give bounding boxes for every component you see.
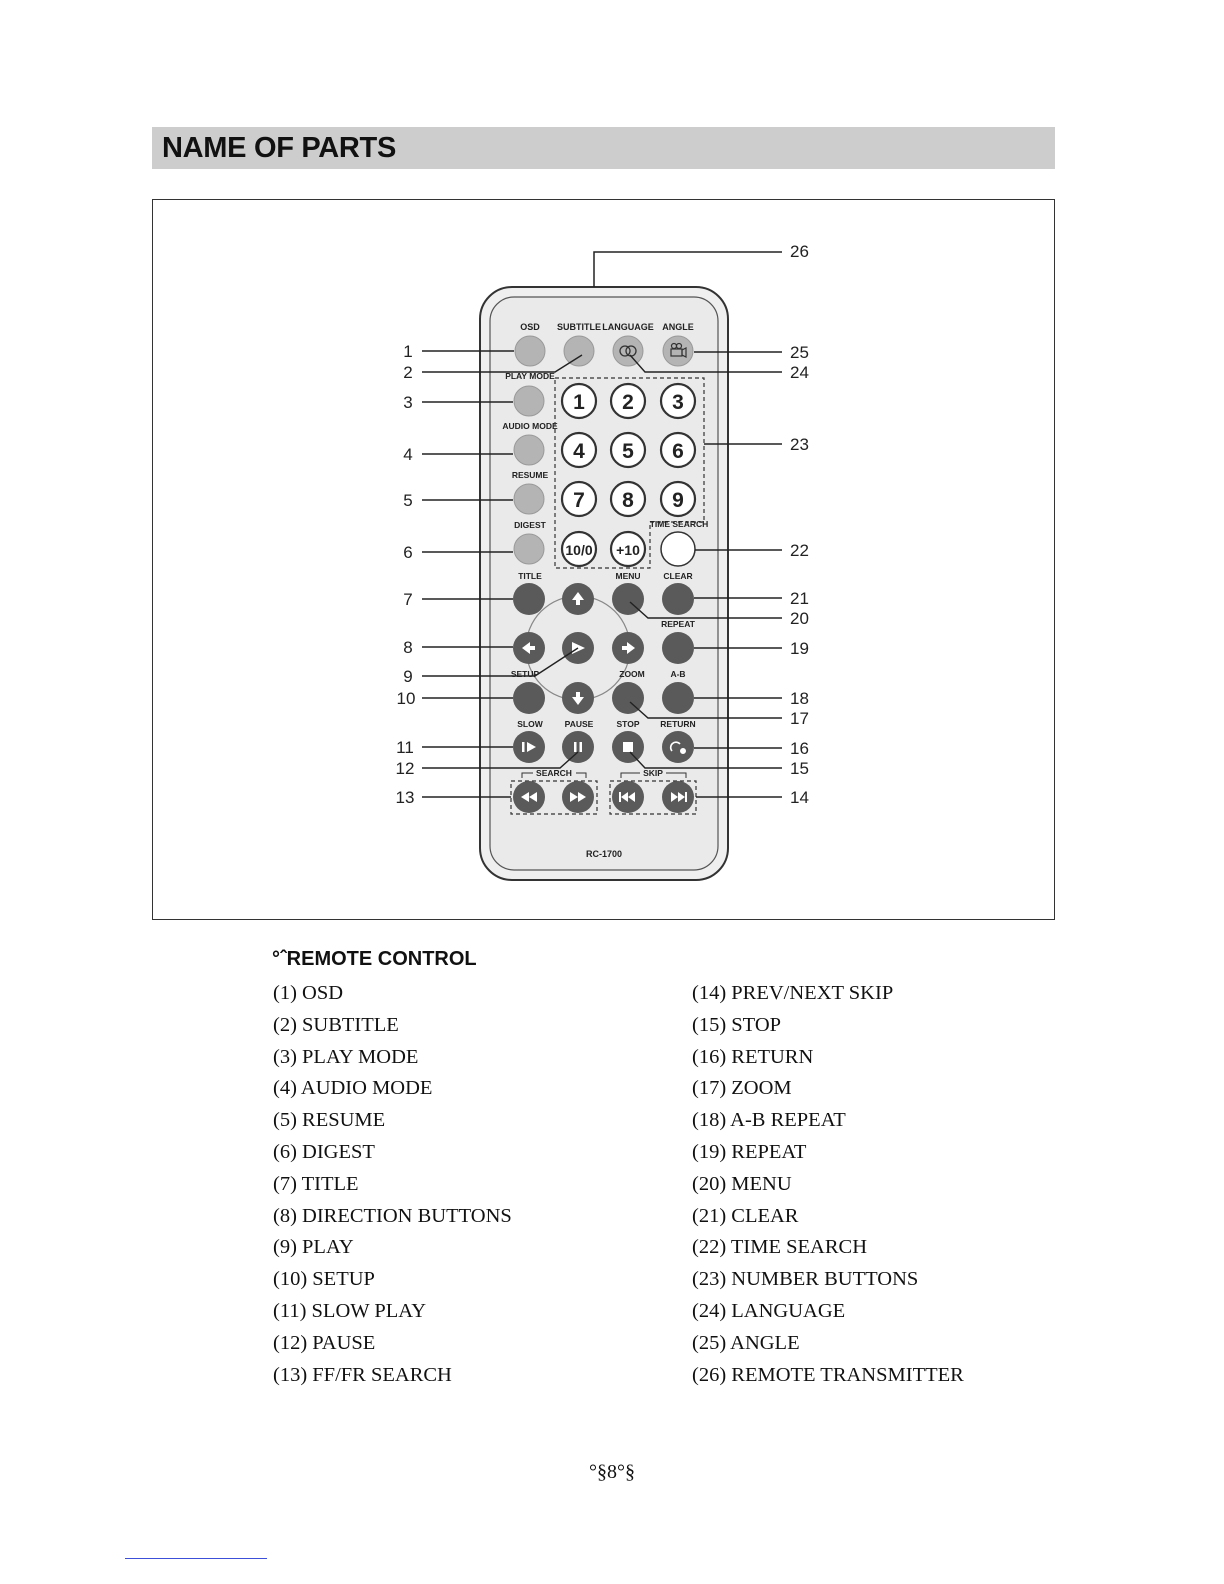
callout-7: 7 [403,590,413,609]
pause-label: PAUSE [564,719,594,729]
callout-14: 14 [790,788,809,807]
svg-text:8: 8 [622,489,634,512]
parts-list-heading: °ˆREMOTE CONTROL [272,948,477,970]
number-key-4 [562,433,596,467]
skip-label: SKIP [643,768,663,778]
svg-text:+10: +10 [616,542,640,558]
clear-label: CLEAR [663,571,693,581]
angle-button [663,336,693,366]
callout-20: 20 [790,609,809,628]
callout-1: 1 [403,342,413,361]
svg-text:10/0: 10/0 [565,542,593,558]
callout-22: 22 [790,541,809,560]
parts-list-left [273,980,512,1393]
callout-25: 25 [790,343,809,362]
number-key-3 [661,384,695,418]
repeat-button [662,632,694,664]
angle-label: ANGLE [662,322,694,332]
number-key-10-0 [562,532,596,566]
list-item: (3) PLAY MODE [273,1045,419,1068]
number-key-9 [661,482,695,516]
time-search-label: TIME SEARCH [649,519,709,529]
repeat-label: REPEAT [661,619,695,629]
menu-label: MENU [615,571,641,581]
number-key-5 [611,433,645,467]
callout-17: 17 [790,709,809,728]
osd-button [515,336,545,366]
list-item: (12) PAUSE [273,1331,376,1354]
number-key-7 [562,482,596,516]
callout-2: 2 [403,363,413,382]
number-key-2 [611,384,645,418]
list-item: (18) A-B REPEAT [692,1109,846,1132]
list-item: (17) ZOOM [692,1077,792,1100]
list-item: (4) AUDIO MODE [273,1077,433,1100]
number-key-plus-10 [611,532,645,566]
callout-12: 12 [395,759,415,778]
callout-6: 6 [403,543,413,562]
list-item: (8) DIRECTION BUTTONS [273,1204,512,1227]
callout-26: 26 [790,242,809,261]
page-title: NAME OF PARTS [162,132,397,164]
digest-label: DIGEST [514,520,546,530]
setup-label: SETUP [510,669,540,679]
return-button [662,731,694,763]
a-b-button [662,682,694,714]
list-item: (15) STOP [692,1013,782,1036]
title-label: TITLE [518,571,542,581]
callout-4: 4 [403,445,413,464]
callout-18: 18 [790,689,809,708]
list-item: (23) NUMBER BUTTONS [692,1268,919,1291]
list-item: (16) RETURN [692,1045,814,1068]
slow-label: SLOW [517,719,543,729]
pause-button [562,731,594,763]
list-item: (6) DIGEST [273,1140,375,1163]
subtitle-button [564,336,594,366]
svg-text:5: 5 [622,440,634,463]
play-mode-button [514,386,544,416]
list-item: (20) MENU [692,1172,792,1195]
number-key-6 [661,433,695,467]
list-item: (21) CLEAR [692,1204,799,1227]
audio-mode-label: AUDIO MODE [502,421,558,431]
svg-text:9: 9 [672,489,684,512]
zoom-label: ZOOM [619,669,645,679]
clear-button [662,583,694,615]
language-button [613,336,643,366]
callout-9: 9 [403,667,413,686]
list-item: (25) ANGLE [692,1331,800,1354]
a-b-label: A-B [670,669,686,679]
callout-21: 21 [790,589,809,608]
callout-5: 5 [403,491,413,510]
model-label: RC-1700 [585,849,623,859]
list-item: (14) PREV/NEXT SKIP [692,982,894,1004]
list-item: (11) SLOW PLAY [273,1299,426,1322]
list-item: (19) REPEAT [692,1140,807,1163]
callout-23: 23 [790,435,809,454]
list-item: (22) TIME SEARCH [692,1236,868,1259]
svg-text:2: 2 [622,391,634,414]
callout-8: 8 [403,638,413,657]
callout-11: 11 [396,738,414,757]
list-item: (7) TITLE [273,1172,359,1195]
number-key-8 [611,482,645,516]
footer-divider [125,1558,267,1559]
callout-10: 10 [396,689,416,708]
callout-16: 16 [790,739,809,758]
callout-15: 15 [790,759,809,778]
time-search-button [661,532,695,566]
play-mode-label: PLAY MODE [505,371,555,381]
audio-mode-button [514,435,544,465]
stop-label: STOP [616,719,640,729]
svg-text:4: 4 [573,440,585,463]
svg-text:1: 1 [573,391,585,414]
callout-24: 24 [790,363,809,382]
search-label: SEARCH [536,768,572,778]
svg-text:7: 7 [573,489,585,512]
osd-label: OSD [520,322,540,332]
list-item: (26) REMOTE TRANSMITTER [692,1363,964,1386]
list-item: (10) SETUP [273,1268,375,1291]
setup-button [513,682,545,714]
return-label: RETURN [660,719,696,729]
callout-19: 19 [790,639,809,658]
callout-3: 3 [403,393,413,412]
list-item: (2) SUBTITLE [273,1013,399,1036]
svg-text:6: 6 [672,440,684,463]
list-item: (9) PLAY [273,1236,354,1259]
zoom-button [612,682,644,714]
svg-text:3: 3 [672,391,684,414]
stop-icon [623,742,633,752]
parts-list-right [692,980,964,1393]
page-number: °§8°§ [589,1461,635,1483]
resume-label: RESUME [511,470,549,480]
list-item: (24) LANGUAGE [692,1299,846,1322]
list-item: (13) FF/FR SEARCH [273,1363,452,1386]
language-label: LANGUAGE [602,322,654,332]
list-item: (5) RESUME [273,1109,386,1132]
list-item: (1) OSD [273,982,344,1004]
resume-button [514,484,544,514]
callout-13: 13 [395,788,415,807]
title-button [513,583,545,615]
number-key-1 [562,384,596,418]
digest-button [514,534,544,564]
subtitle-label: SUBTITLE [557,322,601,332]
